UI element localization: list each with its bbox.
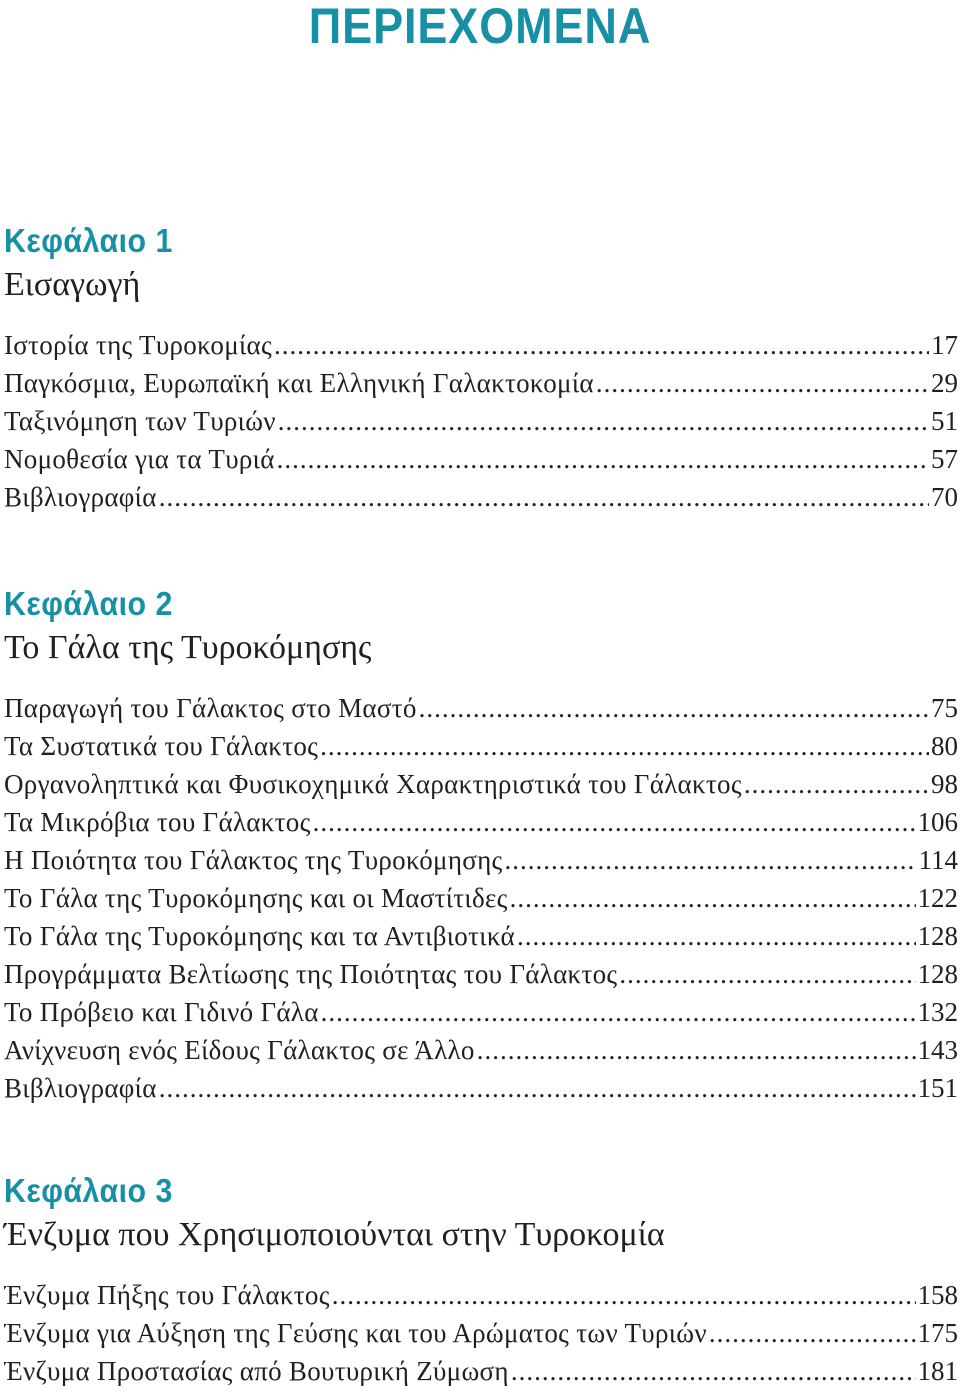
toc-entry-page: 128 — [917, 921, 958, 951]
page-title: ΠΕΡΙΕΧΟΜΕΝΑ — [308, 0, 652, 54]
toc-entry[interactable] — [4, 917, 958, 955]
toc-entry-page: 132 — [917, 997, 958, 1027]
toc-entry-page: 70 — [931, 482, 958, 512]
toc-entry[interactable] — [4, 689, 958, 727]
toc-entry[interactable] — [4, 993, 958, 1031]
toc-entry[interactable] — [4, 1031, 958, 1069]
chapter-label: Κεφάλαιο 1 — [4, 222, 173, 259]
toc-entry-page: 17 — [931, 330, 958, 360]
toc-entry-title: Ταξινόμηση των Τυριών — [4, 406, 276, 436]
dot-leader — [277, 440, 929, 478]
dot-leader — [596, 364, 929, 402]
toc-entry-title: Η Ποιότητα του Γάλακτος της Τυροκόμησης — [4, 845, 503, 875]
dot-leader — [517, 917, 916, 955]
dot-leader — [332, 1276, 916, 1314]
toc-entry-page: 181 — [917, 1356, 958, 1386]
toc-entry-page: 29 — [931, 368, 958, 398]
toc-entry-title: Προγράμματα Βελτίωσης της Ποιότητας του Γάλακτος — [4, 959, 618, 989]
toc-entry[interactable] — [4, 803, 958, 841]
chapter-title: Το Γάλα της Τυροκόμησης — [4, 629, 372, 666]
toc-entry[interactable] — [4, 1314, 958, 1352]
toc-entry-page: 175 — [917, 1318, 958, 1348]
toc-entry-page: 128 — [917, 959, 958, 989]
toc-entry-title: Το Πρόβειο και Γιδινό Γάλα — [4, 997, 319, 1027]
toc-entry-page: 114 — [918, 845, 958, 875]
dot-leader — [278, 402, 929, 440]
toc-entry-title: Βιβλιογραφία — [4, 1073, 157, 1103]
dot-leader — [744, 765, 929, 803]
toc-entry-page: 80 — [931, 731, 958, 761]
toc-entry-title: Ιστορία της Τυροκομίας — [4, 330, 272, 360]
toc-entry-title: Βιβλιογραφία — [4, 482, 157, 512]
dot-leader — [477, 1031, 916, 1069]
toc-list — [4, 689, 958, 1107]
dot-leader — [321, 993, 916, 1031]
dot-leader — [619, 955, 915, 993]
toc-entry-page: 51 — [931, 406, 958, 436]
toc-entry-page: 143 — [917, 1035, 958, 1065]
toc-entry[interactable] — [4, 364, 958, 402]
dot-leader — [274, 326, 929, 364]
dot-leader — [159, 1069, 916, 1107]
toc-entry-page: 151 — [917, 1073, 958, 1103]
toc-entry[interactable] — [4, 879, 958, 917]
toc-entry-title: Παραγωγή του Γάλακτος στο Μαστό — [4, 693, 417, 723]
toc-entry-title: Ανίχνευση ενός Είδους Γάλακτος σε Άλλο — [4, 1035, 475, 1065]
toc-entry[interactable] — [4, 765, 958, 803]
toc-entry[interactable] — [4, 402, 958, 440]
toc-entry[interactable] — [4, 326, 958, 364]
toc-entry-title: Παγκόσμια, Ευρωπαϊκή και Ελληνική Γαλακτοκομία — [4, 368, 594, 398]
toc-entry-page: 98 — [931, 769, 958, 799]
toc-entry[interactable] — [4, 478, 958, 516]
toc-entry-title: Το Γάλα της Τυροκόμησης και τα Αντιβιοτικά — [4, 921, 515, 951]
toc-entry[interactable] — [4, 727, 958, 765]
chapter-2 — [4, 585, 958, 1107]
toc-entry[interactable] — [4, 955, 958, 993]
toc-entry-page: 75 — [931, 693, 958, 723]
chapter-1 — [4, 222, 958, 516]
toc-entry-page: 122 — [917, 883, 958, 913]
toc-entry-title: Οργανοληπτικά και Φυσικοχημικά Χαρακτηριστικά του Γάλακτος — [4, 769, 742, 799]
toc-entry[interactable] — [4, 1352, 958, 1390]
dot-leader — [320, 727, 929, 765]
toc-entry[interactable] — [4, 1276, 958, 1314]
toc-entry-page: 57 — [931, 444, 958, 474]
dot-leader — [511, 1352, 916, 1390]
toc-entry-title: Νομοθεσία για τα Τυριά — [4, 444, 275, 474]
chapter-3 — [4, 1172, 958, 1390]
toc-entry-title: Τα Συστατικά του Γάλακτος — [4, 731, 319, 761]
chapter-title: Ένζυμα που Χρησιμοποιούνται στην Τυροκομία — [4, 1216, 665, 1253]
toc-entry[interactable] — [4, 440, 958, 478]
toc-entry-page: 106 — [917, 807, 958, 837]
toc-list — [4, 1276, 958, 1390]
dot-leader — [505, 841, 917, 879]
toc-entry-title: Τα Μικρόβια του Γάλακτος — [4, 807, 311, 837]
toc-list — [4, 326, 958, 516]
chapter-label: Κεφάλαιο 3 — [4, 1172, 173, 1209]
dot-leader — [510, 879, 916, 917]
dot-leader — [313, 803, 916, 841]
dot-leader — [159, 478, 929, 516]
chapter-title: Εισαγωγή — [4, 266, 141, 303]
toc-entry-title: Το Γάλα της Τυροκόμησης και οι Μαστίτιδες — [4, 883, 508, 913]
toc-entry[interactable] — [4, 1069, 958, 1107]
toc-entry-title: Ένζυμα για Αύξηση της Γεύσης και του Αρώματος των Τυριών — [4, 1318, 707, 1348]
toc-entry-title: Ένζυμα Προστασίας από Βουτυρική Ζύμωση — [4, 1356, 509, 1386]
dot-leader — [709, 1314, 916, 1352]
chapter-label: Κεφάλαιο 2 — [4, 585, 173, 622]
dot-leader — [419, 689, 929, 727]
toc-entry-page: 158 — [917, 1280, 958, 1310]
toc-entry[interactable] — [4, 841, 958, 879]
toc-entry-title: Ένζυμα Πήξης του Γάλακτος — [4, 1280, 330, 1310]
